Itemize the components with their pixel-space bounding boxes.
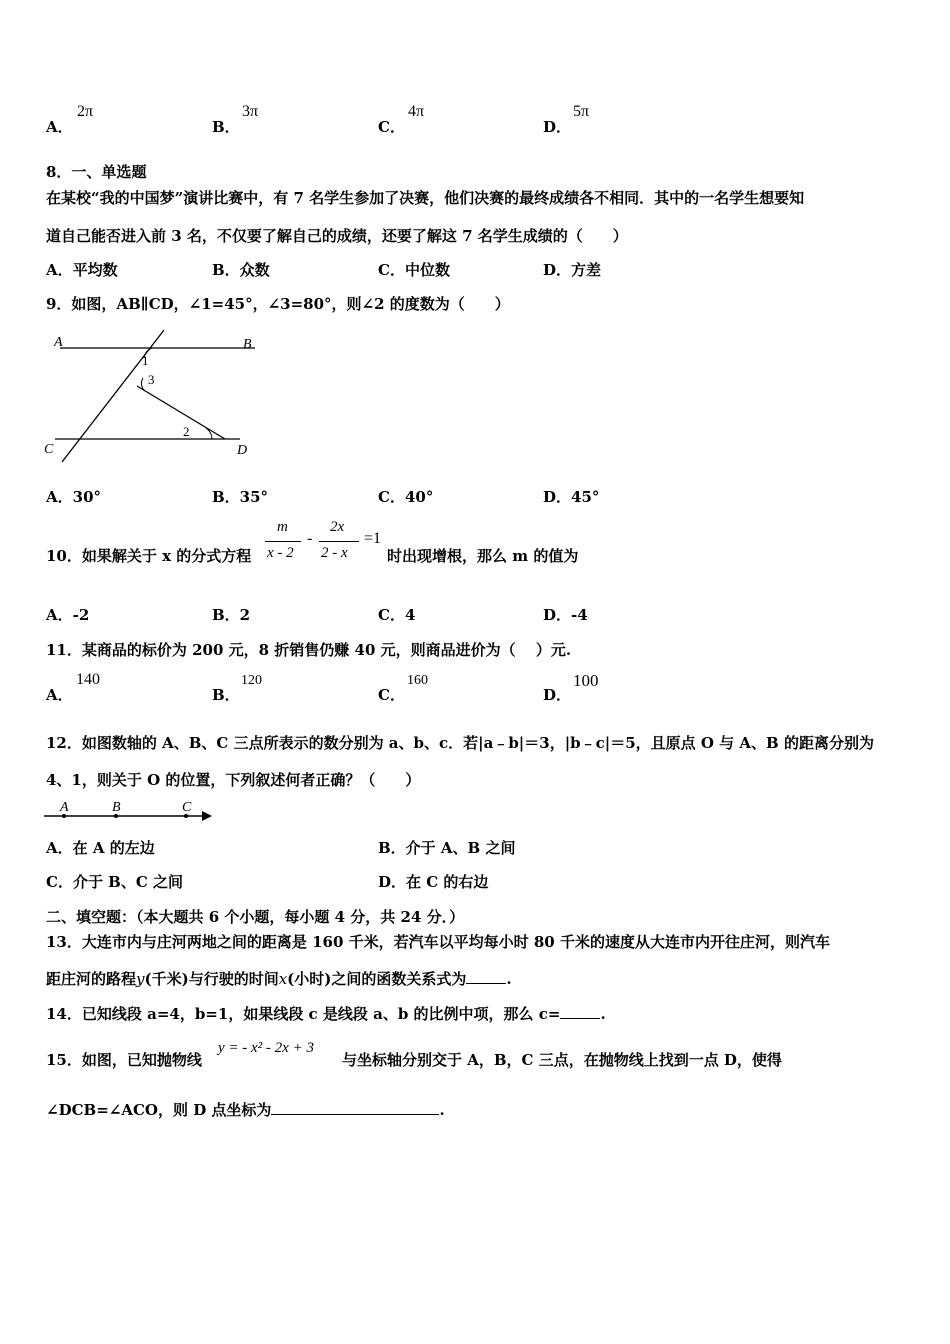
q11-option-a-label: A． <box>46 686 73 704</box>
q12-option-d: D．在 C 的右边 <box>378 873 489 891</box>
q10-option-c: C．4 <box>378 606 416 624</box>
q10-rhs: =1 <box>364 530 382 547</box>
q10-frac1-bar <box>265 541 301 542</box>
q10-option-d: D．-4 <box>543 606 588 624</box>
q13-stem-line1: 13．大连市内与庄河两地之间的距离是 160 千米，若汽车以平均每小时 80 千米的速度从大连市内开往庄河，则汽车 <box>46 933 830 951</box>
q13-answer-blank[interactable] <box>466 969 506 984</box>
q15-parabola-formula: y = - x² - 2x + 3 <box>218 1040 314 1056</box>
q10-stem-suffix: 时出现增根，那么 m 的值为 <box>387 547 579 565</box>
q11-option-c-label: C． <box>378 686 405 704</box>
q12-stem-line1: 12．如图数轴的 A、B、C 三点所表示的数分别为 a、b、c．若|a﹣b|＝3，|b﹣c|＝5，且原点 O 与 A、B 的距离分别为 <box>46 734 874 752</box>
q7-option-d-label: D． <box>543 118 572 136</box>
label-angle-1: 1 <box>142 353 149 368</box>
q12-option-b: B．介于 A、B 之间 <box>378 839 516 857</box>
q12-option-a: A．在 A 的左边 <box>46 839 155 857</box>
q11-option-b-label: B． <box>212 686 240 704</box>
q7-option-c-label: C． <box>378 118 405 136</box>
q7-option-d-value: 5π <box>573 103 590 120</box>
axis-label-a: A <box>60 800 69 815</box>
q10-frac2-bar <box>319 541 359 542</box>
q9-parallel-lines-figure <box>40 328 270 468</box>
q8-option-b: B．众数 <box>212 261 270 279</box>
q15-stem-line2 <box>46 1099 445 1120</box>
q9-stem: 9．如图，AB∥CD，∠1=45°，∠3=80°，则∠2 的度数为（ ） <box>46 295 510 313</box>
q13-end: . <box>506 970 512 988</box>
q13-text-c: (小时)之间的函数关系式为 <box>287 970 467 988</box>
label-d: D <box>237 443 248 458</box>
q11-option-c-value: 160 <box>407 673 428 688</box>
q9-option-d: D．45° <box>543 488 600 506</box>
q8-option-c: C．中位数 <box>378 261 450 279</box>
q13-var-x: x <box>278 970 288 988</box>
section-fill-in-heading: 二、填空题：（本大题共 6 个小题，每小题 4 分，共 24 分．） <box>46 908 465 926</box>
label-b: B <box>243 337 252 352</box>
q7-option-b-label: B． <box>212 118 240 136</box>
axis-label-c: C <box>182 800 192 815</box>
q10-frac2-numerator: 2x <box>330 519 345 535</box>
q14-end: . <box>600 1005 606 1023</box>
q12-stem-line2: 4、1，则关于 O 的位置，下列叙述何者正确？（ ） <box>46 771 421 789</box>
q7-option-a-value: 2π <box>77 103 94 120</box>
q9-option-a: A．30° <box>46 488 102 506</box>
q8-stem-line1: 在某校“我的中国梦”演讲比赛中，有 7 名学生参加了决赛，他们决赛的最终成绩各不相同．其中的一名学生想要知 <box>46 189 805 207</box>
q15-end: . <box>439 1101 445 1119</box>
q14-stem <box>46 1003 606 1024</box>
segment-to-d <box>137 386 225 439</box>
axis-arrow <box>202 811 212 821</box>
q9-option-b: B．35° <box>212 488 269 506</box>
q7-option-b-value: 3π <box>242 103 259 120</box>
q15-stem-suffix: 与坐标轴分别交于 A，B，C 三点，在抛物线上找到一点 D，使得 <box>342 1051 782 1069</box>
q15-text-line2: ∠DCB=∠ACO，则 D 点坐标为 <box>46 1101 272 1119</box>
label-angle-2: 2 <box>183 424 190 439</box>
q10-minus: - <box>307 530 313 547</box>
q8-stem-line2: 道自己能否进入前 3 名，不仅要了解自己的成绩，还要了解这 7 名学生成绩的（ ） <box>46 227 628 245</box>
q11-stem: 11．某商品的标价为 200 元，8 折销售仍赚 40 元，则商品进价为（ ）元. <box>46 641 572 659</box>
q14-text: 14．已知线段 a=4，b=1，如果线段 c 是线段 a、b 的比例中项，那么 c= <box>46 1005 561 1023</box>
q13-text-b: (千米)与行驶的时间 <box>144 970 279 988</box>
q11-option-d-value: 100 <box>573 671 599 690</box>
q7-option-a-label: A． <box>46 118 73 136</box>
q9-option-c: C．40° <box>378 488 434 506</box>
q11-option-d-label: D． <box>543 686 572 704</box>
q10-frac1-denominator: x - 2 <box>267 545 294 561</box>
q10-frac2-denominator: 2 - x <box>321 545 348 561</box>
section-single-choice-heading: 8．一、单选题 <box>46 163 147 181</box>
axis-label-b: B <box>112 800 121 815</box>
q12-option-c: C．介于 B、C 之间 <box>46 873 184 891</box>
q8-option-d: D．方差 <box>543 261 602 279</box>
q11-option-a-value: 140 <box>76 671 100 688</box>
q10-stem-prefix: 10．如果解关于 x 的分式方程 <box>46 547 252 565</box>
label-angle-3: 3 <box>148 372 155 387</box>
q10-option-b: B．2 <box>212 606 251 624</box>
q11-option-b-value: 120 <box>241 673 262 688</box>
q15-stem-prefix: 15．如图，已知抛物线 <box>46 1051 202 1069</box>
q13-var-y: y <box>136 970 145 988</box>
q10-option-a: A．-2 <box>46 606 90 624</box>
q15-answer-blank[interactable] <box>271 1100 439 1115</box>
q8-option-a: A．平均数 <box>46 261 118 279</box>
q12-number-line <box>42 796 217 826</box>
label-a: A <box>54 335 63 350</box>
q14-answer-blank[interactable] <box>560 1004 600 1019</box>
q7-option-c-value: 4π <box>408 103 425 120</box>
q13-text-a: 距庄河的路程 <box>46 970 137 988</box>
q13-stem-line2 <box>46 968 512 989</box>
label-c: C <box>44 442 54 457</box>
q10-frac1-numerator: m <box>277 519 288 535</box>
